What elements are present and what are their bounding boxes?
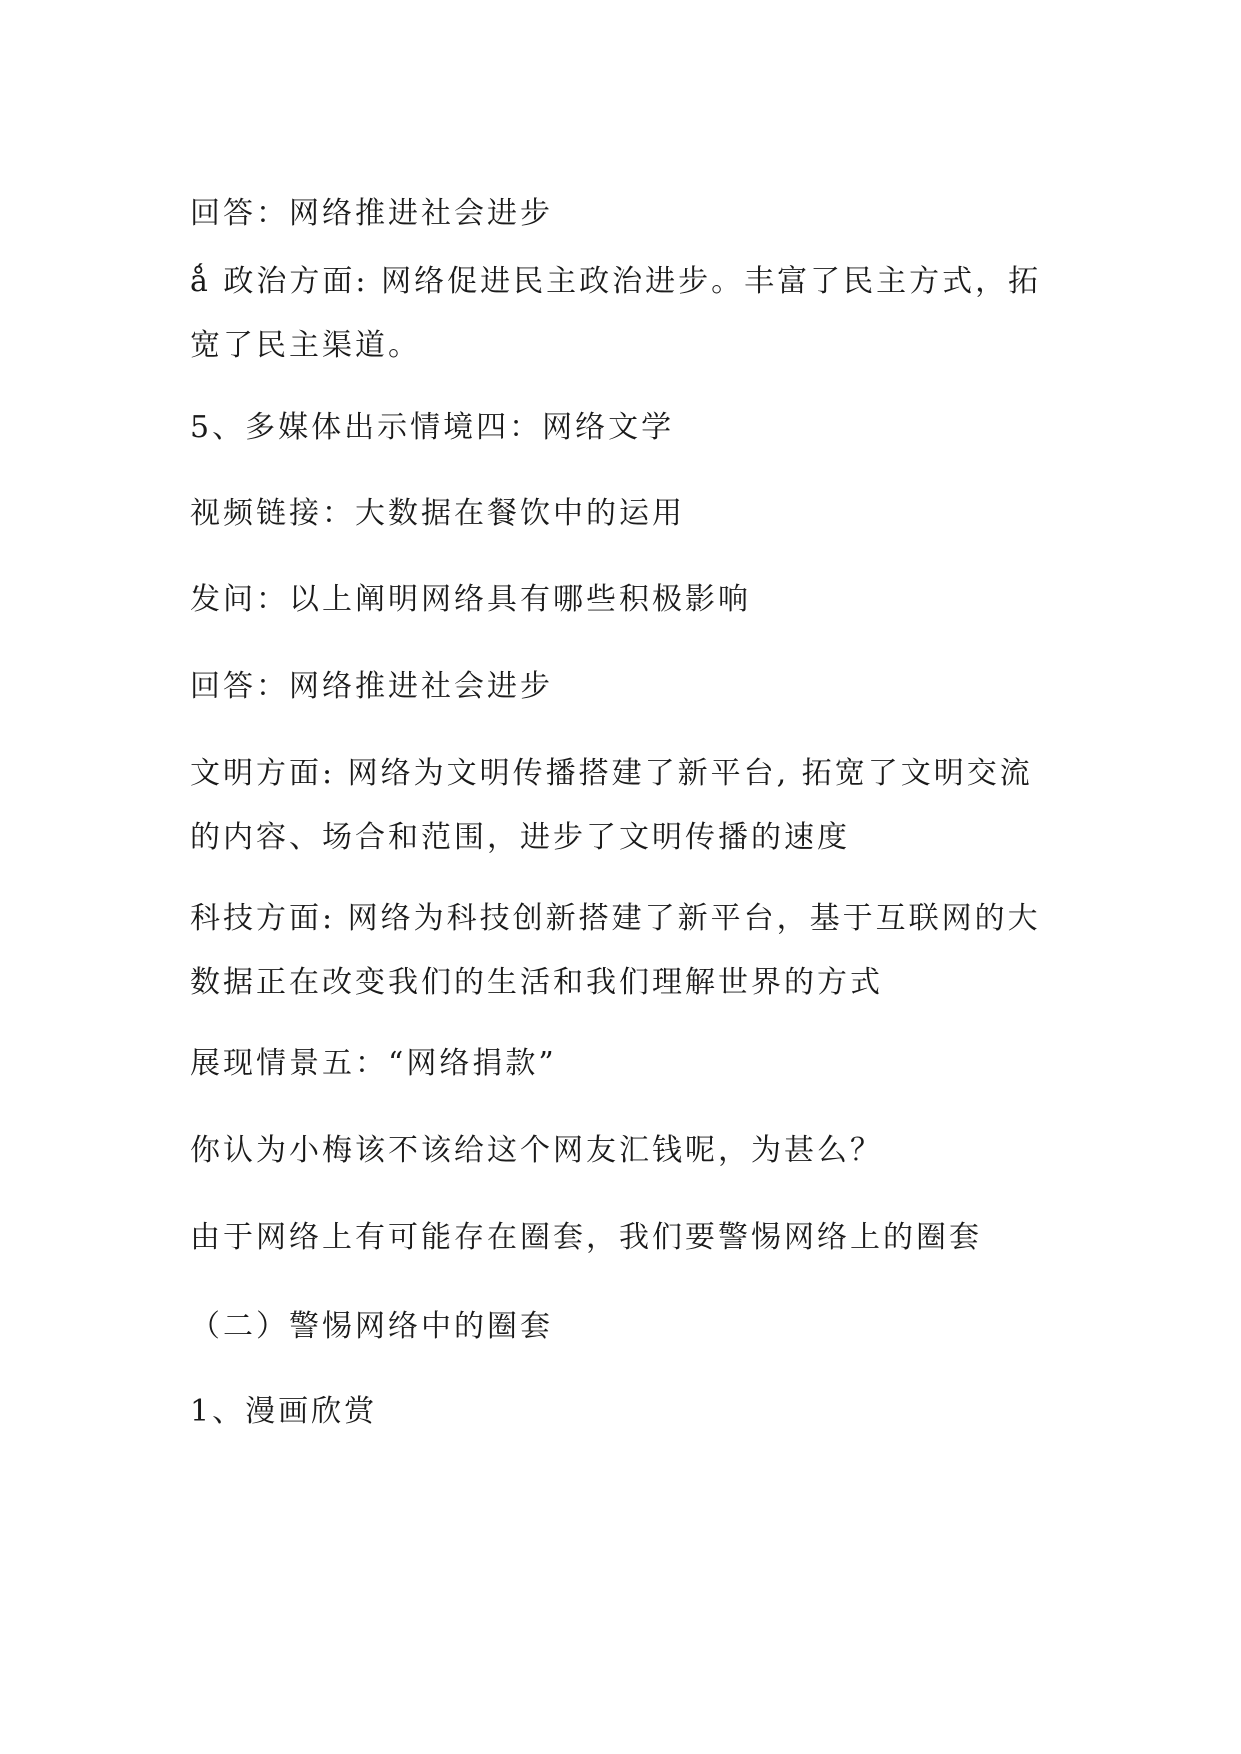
paragraph-politics: ǻ 政治方面: 网络促进民主政治进步。丰富了民主方式，拓宽了民主渠道。 [190, 264, 1042, 363]
paragraph-culture: 文明方面: 网络为文明传播搭建了新平台, 拓宽了文明交流的内容、场合和范围，进步了文明传播的速度 [190, 756, 1033, 855]
paragraph-trap-warning: 由于网络上有可能存在圈套，我们要警惕网络上的圈套 [190, 1220, 982, 1255]
paragraph-video-link: 视频链接：大数据在餐饮中的运用 [190, 496, 685, 531]
paragraph-answer-1: 回答：网络推进社会进步 [190, 196, 553, 231]
paragraph-scenario-five: 展现情景五：“网络捐款” [190, 1046, 557, 1081]
paragraph-scenario-four: 5、多媒体出示情境四：网络文学 [190, 410, 675, 445]
paragraph-answer-2: 回答：网络推进社会进步 [190, 669, 553, 704]
section-heading-traps: （二）警惕网络中的圈套 [190, 1309, 553, 1344]
paragraph-prompt: 你认为小梅该不该给这个网友汇钱呢，为甚么？ [190, 1133, 883, 1168]
paragraph-question: 发问：以上阐明网络具有哪些积极影响 [190, 582, 751, 617]
paragraph-comic: 1、漫画欣赏 [190, 1394, 378, 1429]
paragraph-technology: 科技方面: 网络为科技创新搭建了新平台，基于互联网的大数据正在改变我们的生活和我们理解世界的方式 [190, 901, 1041, 1000]
